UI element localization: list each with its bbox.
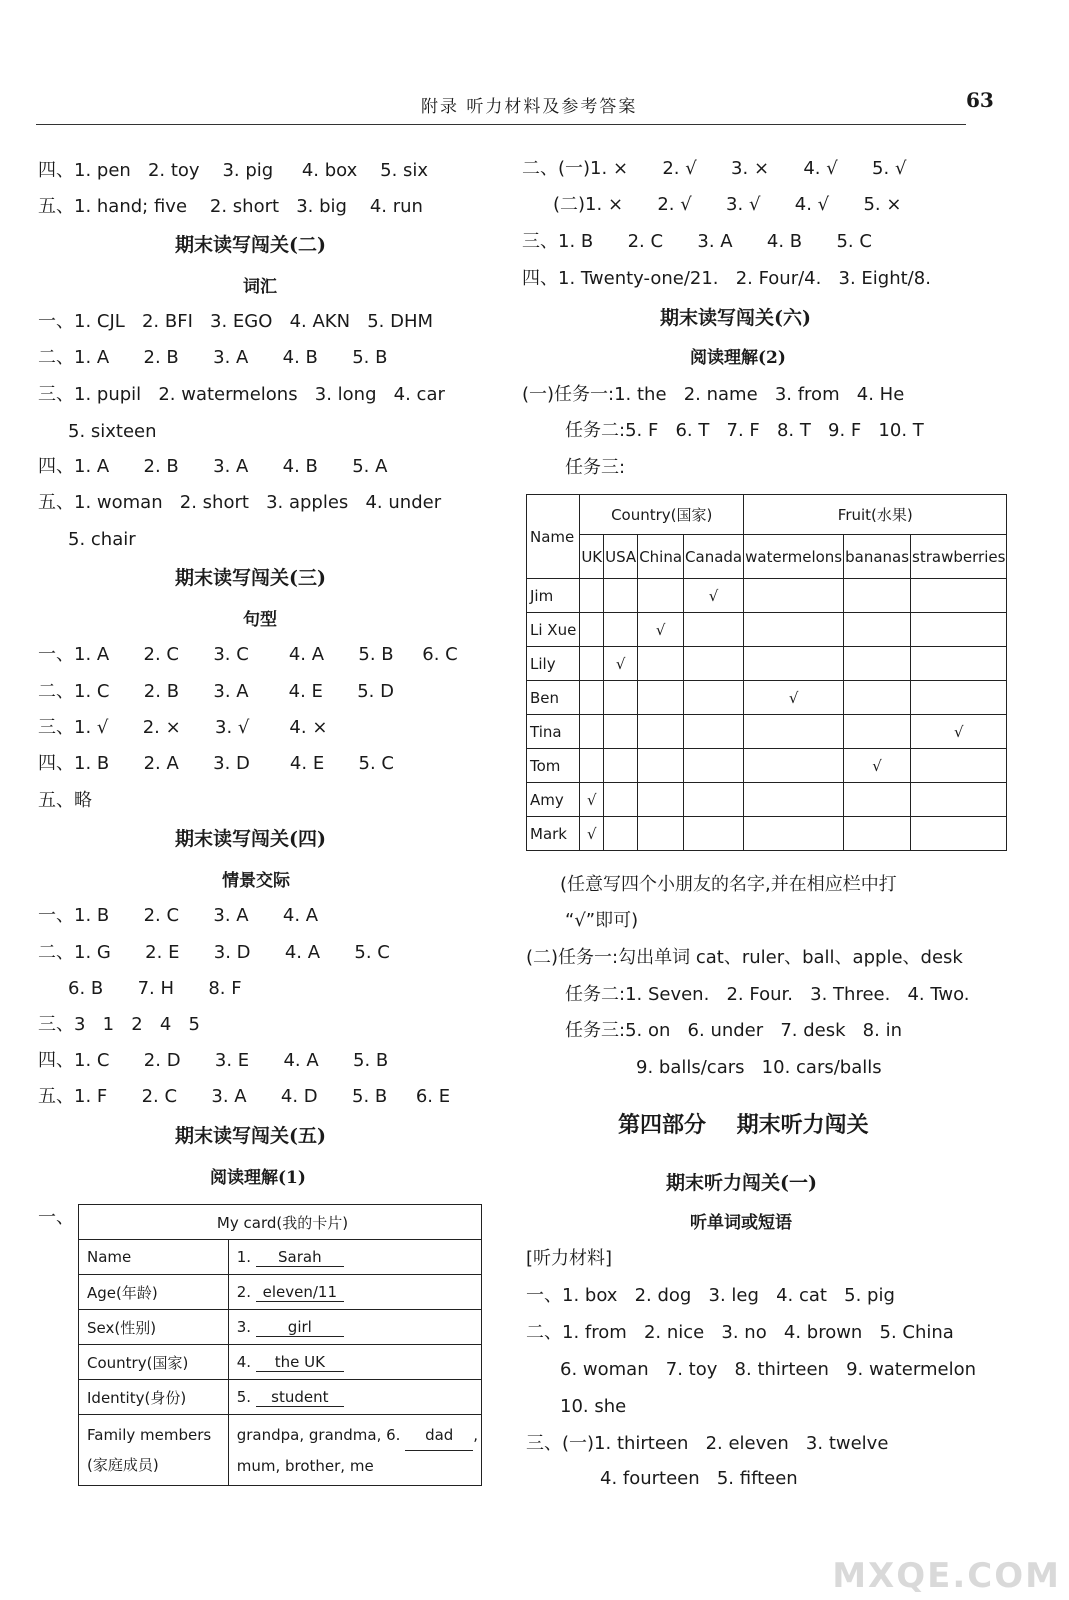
- family-line2: mum, brother, me: [236, 1456, 374, 1475]
- check-cell: [844, 715, 911, 749]
- row-name: Jim: [527, 579, 580, 613]
- card-label: Age(年龄): [79, 1275, 229, 1310]
- country-fruit-table: [526, 494, 1007, 851]
- check-cell: [844, 647, 911, 681]
- check-cell: [580, 715, 604, 749]
- check-cell: [580, 647, 604, 681]
- subsection-heading: 情景交际: [222, 871, 290, 891]
- answer-line: 任务二:1. Seven. 2. Four. 3. Three. 4. Two.: [565, 984, 970, 1005]
- country-header: Country(国家): [580, 495, 744, 535]
- answer-line: (二)任务一:勾出单词 cat、ruler、ball、apple、desk: [526, 947, 963, 968]
- card-row-family: [79, 1415, 482, 1486]
- card-num: 3.: [236, 1317, 252, 1336]
- part-heading: 第四部分 期末听力闯关: [618, 1112, 869, 1138]
- check-cell: [744, 613, 844, 647]
- check-cell: [911, 647, 1007, 681]
- answer-line: 三、3 1 2 4 5: [38, 1014, 200, 1035]
- card-row: [79, 1380, 482, 1415]
- section-heading: 期末读写闯关(四): [175, 828, 326, 850]
- family-value: dad: [405, 1420, 473, 1451]
- answer-line: 二、1. G 2. E 3. D 4. A 5. C: [38, 942, 390, 963]
- card-prefix: 一、: [38, 1207, 74, 1228]
- answer-line: 四、1. pen 2. toy 3. pig 4. box 5. six: [38, 160, 429, 181]
- answer-line: 6. woman 7. toy 8. thirteen 9. watermelon: [560, 1359, 976, 1380]
- family-pre: grandpa, grandma, 6.: [236, 1425, 401, 1444]
- check-cell: [604, 783, 638, 817]
- family-post: ,: [473, 1425, 478, 1444]
- my-card-table: [78, 1204, 482, 1486]
- answer-line: 二、1. from 2. nice 3. no 4. brown 5. China: [526, 1322, 954, 1343]
- table-row: [527, 579, 1007, 613]
- answer-line: 二、(一)1. × 2. √ 3. × 4. √ 5. √: [522, 158, 907, 179]
- check-cell: [638, 715, 684, 749]
- answer-line: 9. balls/cars 10. cars/balls: [636, 1057, 882, 1078]
- check-cell: √: [580, 817, 604, 851]
- answer-line: 二、1. A 2. B 3. A 4. B 5. B: [38, 347, 388, 368]
- check-cell: [684, 715, 744, 749]
- page-number: 63: [966, 88, 994, 112]
- card-row: [79, 1240, 482, 1275]
- card-title: My card(我的卡片): [79, 1205, 482, 1240]
- row-name: Tom: [527, 749, 580, 783]
- check-cell: [604, 749, 638, 783]
- check-cell: [684, 681, 744, 715]
- check-cell: [684, 783, 744, 817]
- column-header: strawberries: [911, 535, 1007, 579]
- answer-line: 二、1. C 2. B 3. A 4. E 5. D: [38, 681, 394, 702]
- answer-line: 一、1. A 2. C 3. C 4. A 5. B 6. C: [38, 644, 458, 665]
- card-label: Sex(性别): [79, 1310, 229, 1345]
- card-value: girl: [256, 1318, 344, 1337]
- column-header: bananas: [844, 535, 911, 579]
- check-cell: [744, 817, 844, 851]
- check-cell: [604, 681, 638, 715]
- check-cell: [911, 681, 1007, 715]
- check-cell: [844, 613, 911, 647]
- card-row: [79, 1275, 482, 1310]
- card-num: 1.: [236, 1247, 252, 1266]
- check-cell: [638, 647, 684, 681]
- table-row: [527, 783, 1007, 817]
- table-row: [527, 647, 1007, 681]
- answer-line: 五、1. F 2. C 3. A 4. D 5. B 6. E: [38, 1086, 451, 1107]
- section-heading: 期末读写闯关(五): [175, 1125, 326, 1147]
- answer-line: 5. sixteen: [68, 421, 157, 442]
- family-label: Family members: [87, 1426, 212, 1444]
- check-cell: [604, 817, 638, 851]
- card-value: Sarah: [256, 1248, 344, 1267]
- table-row: [527, 681, 1007, 715]
- check-cell: [744, 749, 844, 783]
- check-cell: [604, 715, 638, 749]
- check-cell: [684, 817, 744, 851]
- card-num: 2.: [236, 1282, 252, 1301]
- check-cell: [580, 613, 604, 647]
- card-label: Identity(身份): [79, 1380, 229, 1415]
- note-line: (任意写四个小朋友的名字,并在相应栏中打: [560, 874, 897, 895]
- check-cell: [911, 817, 1007, 851]
- answer-line: (一)任务一:1. the 2. name 3. from 4. He: [522, 384, 905, 405]
- page-header: [36, 88, 994, 125]
- answer-line: 四、1. C 2. D 3. E 4. A 5. B: [38, 1050, 389, 1071]
- row-name: Amy: [527, 783, 580, 817]
- note-line: “√”即可): [565, 910, 639, 931]
- card-row: [79, 1310, 482, 1345]
- check-cell: [744, 647, 844, 681]
- table-row: [527, 613, 1007, 647]
- card-num: 5.: [236, 1387, 252, 1406]
- row-name: Ben: [527, 681, 580, 715]
- section-heading: 期末读写闯关(三): [175, 567, 326, 589]
- check-cell: √: [844, 749, 911, 783]
- check-cell: [744, 579, 844, 613]
- check-cell: [580, 681, 604, 715]
- answer-line: 一、1. CJL 2. BFI 3. EGO 4. AKN 5. DHM: [38, 311, 434, 332]
- answer-line: 四、1. Twenty-one/21. 2. Four/4. 3. Eight/8.: [522, 268, 931, 289]
- section-heading: 期末读写闯关(六): [660, 307, 811, 329]
- answer-line: (二)1. × 2. √ 3. √ 4. √ 5. ×: [553, 194, 902, 215]
- answer-line: 6. B 7. H 8. F: [68, 978, 242, 999]
- name-header: Name: [527, 495, 580, 579]
- card-num: 4.: [236, 1352, 252, 1371]
- check-cell: [844, 817, 911, 851]
- watermark: MXQE.COM: [832, 1556, 1061, 1596]
- answer-line: 五、1. hand; five 2. short 3. big 4. run: [38, 196, 423, 217]
- table-row: [527, 715, 1007, 749]
- column-header: USA: [604, 535, 638, 579]
- section-heading: 期末读写闯关(二): [175, 234, 326, 256]
- column-header: Canada: [684, 535, 744, 579]
- row-name: Tina: [527, 715, 580, 749]
- column-header: China: [638, 535, 684, 579]
- column-header: UK: [580, 535, 604, 579]
- answer-line: 5. chair: [68, 529, 136, 550]
- check-cell: [844, 783, 911, 817]
- subsection-heading: 阅读理解(1): [210, 1168, 306, 1188]
- answer-line: 三、1. √ 2. × 3. √ 4. ×: [38, 717, 328, 738]
- check-cell: [638, 579, 684, 613]
- check-cell: [604, 579, 638, 613]
- check-cell: √: [744, 681, 844, 715]
- answer-line: 三、1. B 2. C 3. A 4. B 5. C: [522, 231, 872, 252]
- check-cell: [744, 715, 844, 749]
- answer-line: 三、(一)1. thirteen 2. eleven 3. twelve: [526, 1433, 889, 1454]
- subsection-heading: 词汇: [243, 277, 277, 297]
- answer-line: 五、略: [38, 790, 92, 811]
- check-cell: [684, 749, 744, 783]
- check-cell: [638, 817, 684, 851]
- answer-line: 五、1. woman 2. short 3. apples 4. under: [38, 492, 442, 513]
- check-cell: [911, 783, 1007, 817]
- answer-line: 任务二:5. F 6. T 7. F 8. T 9. F 10. T: [565, 420, 924, 441]
- answer-line: 任务三:: [565, 457, 626, 478]
- section-heading: 期末听力闯关(一): [666, 1172, 817, 1194]
- check-cell: [580, 749, 604, 783]
- check-cell: [844, 579, 911, 613]
- row-name: Li Xue: [527, 613, 580, 647]
- check-cell: [638, 749, 684, 783]
- check-cell: [744, 783, 844, 817]
- check-cell: [638, 681, 684, 715]
- card-value: student: [256, 1388, 344, 1407]
- card-value: the UK: [256, 1353, 344, 1372]
- check-cell: [604, 613, 638, 647]
- check-cell: [638, 783, 684, 817]
- subsection-heading: 句型: [243, 610, 277, 630]
- check-cell: [911, 579, 1007, 613]
- subsection-heading: 听单词或短语: [690, 1213, 792, 1233]
- answer-line: 4. fourteen 5. fifteen: [600, 1468, 798, 1489]
- row-name: Mark: [527, 817, 580, 851]
- family-label-cn: (家庭成员): [87, 1456, 159, 1474]
- check-cell: √: [580, 783, 604, 817]
- answer-line: 一、1. box 2. dog 3. leg 4. cat 5. pig: [526, 1285, 895, 1306]
- check-cell: [580, 579, 604, 613]
- answer-line: 四、1. A 2. B 3. A 4. B 5. A: [38, 456, 388, 477]
- check-cell: √: [684, 579, 744, 613]
- check-cell: [684, 613, 744, 647]
- subsection-heading: 阅读理解(2): [690, 348, 786, 368]
- header-title: 附录 听力材料及参考答案: [421, 97, 638, 117]
- answer-line: 四、1. B 2. A 3. D 4. E 5. C: [38, 753, 394, 774]
- card-value: eleven/11: [256, 1283, 344, 1302]
- card-label: Name: [79, 1240, 229, 1275]
- answer-line: 任务三:5. on 6. under 7. desk 8. in: [565, 1020, 902, 1041]
- table-row: [527, 817, 1007, 851]
- row-name: Lily: [527, 647, 580, 681]
- check-cell: √: [911, 715, 1007, 749]
- answer-line: 三、1. pupil 2. watermelons 3. long 4. car: [38, 384, 445, 405]
- table-row: [527, 749, 1007, 783]
- fruit-header: Fruit(水果): [744, 495, 1007, 535]
- material-label: [听力材料]: [526, 1248, 613, 1269]
- card-row: [79, 1345, 482, 1380]
- check-cell: [684, 647, 744, 681]
- check-cell: [911, 749, 1007, 783]
- check-cell: [911, 613, 1007, 647]
- check-cell: √: [638, 613, 684, 647]
- answer-line: 一、1. B 2. C 3. A 4. A: [38, 905, 319, 926]
- check-cell: √: [604, 647, 638, 681]
- answer-line: 10. she: [560, 1396, 627, 1417]
- card-label: Country(国家): [79, 1345, 229, 1380]
- check-cell: [844, 681, 911, 715]
- column-header: watermelons: [744, 535, 844, 579]
